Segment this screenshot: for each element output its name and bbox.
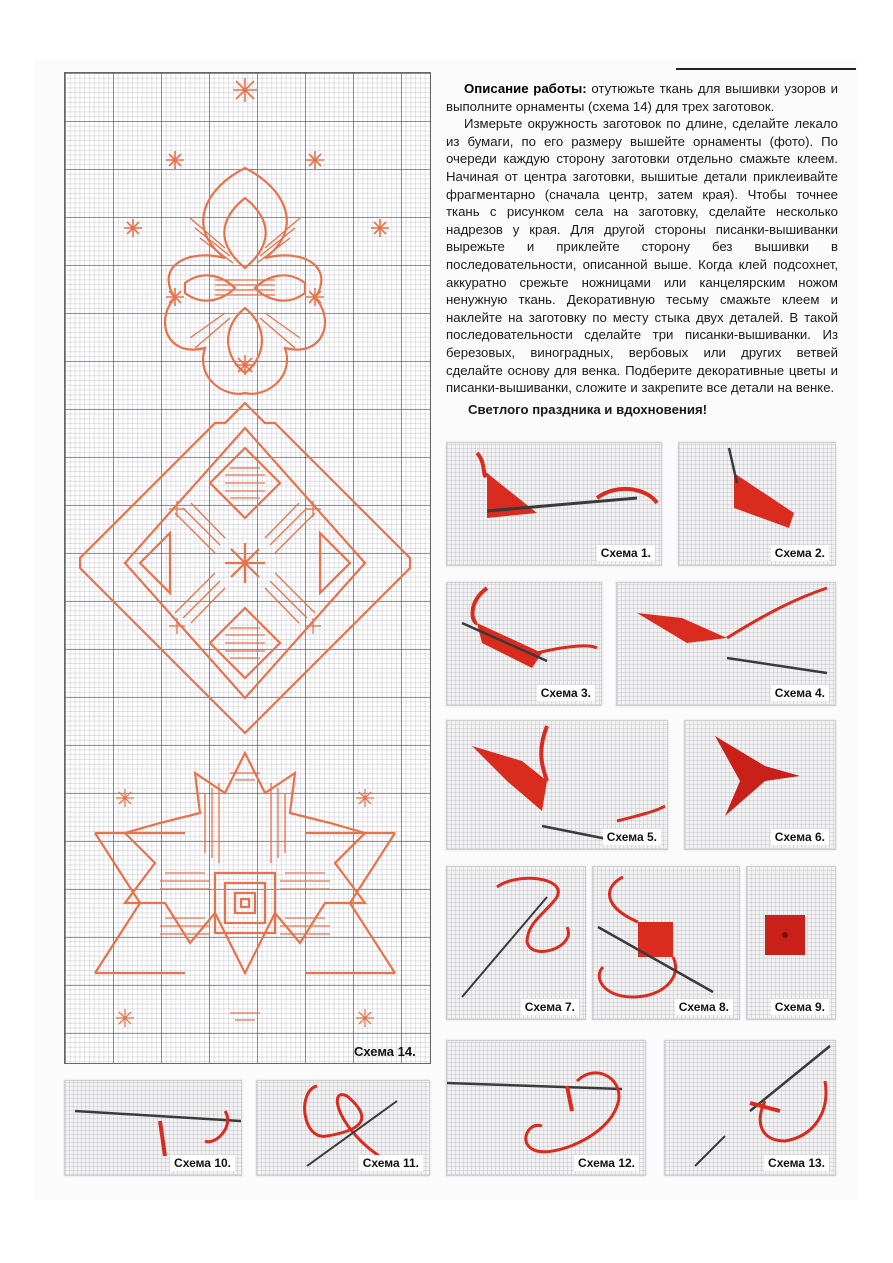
photo-scheme-10 <box>64 1080 242 1176</box>
photo-scheme-13-caption: Схема 13. <box>764 1155 829 1171</box>
photo-scheme-9-caption: Схема 9. <box>771 999 829 1015</box>
header-rule <box>676 68 856 70</box>
motif-star <box>95 753 395 973</box>
photo-scheme-8 <box>592 866 740 1020</box>
motif-top-stars <box>124 78 389 375</box>
photo-scheme-4 <box>616 582 836 706</box>
motif-diamond <box>80 403 410 733</box>
photo-scheme-2 <box>678 442 836 566</box>
photo-scheme-7 <box>446 866 586 1020</box>
photo-scheme-3-caption: Схема 3. <box>537 685 595 701</box>
photo-scheme-13 <box>664 1040 836 1176</box>
photo-scheme-11-caption: Схема 11. <box>359 1155 423 1171</box>
article-lead <box>446 80 838 115</box>
photo-scheme-11 <box>256 1080 430 1176</box>
article-closing: Светлого праздника и вдохновения! <box>468 401 708 417</box>
motif-top-fill <box>190 218 300 348</box>
photo-scheme-9-art <box>747 867 835 1019</box>
photo-scheme-2-caption: Схема 2. <box>771 545 829 561</box>
photo-scheme-12-caption: Схема 12. <box>574 1155 639 1171</box>
article-lead-bold: Описание работы: <box>464 81 587 96</box>
photo-scheme-7-caption: Схема 7. <box>521 999 579 1015</box>
photo-scheme-3 <box>446 582 602 706</box>
article-text <box>446 80 838 418</box>
photo-scheme-5-caption: Схема 5. <box>603 829 661 845</box>
photo-scheme-5 <box>446 720 668 850</box>
photo-scheme-1 <box>446 442 662 566</box>
photo-scheme-1-caption: Схема 1. <box>597 545 655 561</box>
photo-scheme-6-caption: Схема 6. <box>771 829 829 845</box>
photo-scheme-8-art <box>593 867 739 1019</box>
chart-pattern-svg <box>65 73 430 1063</box>
photo-scheme-12 <box>446 1040 646 1176</box>
chart-caption: Схема 14. <box>354 1044 416 1059</box>
photo-scheme-4-caption: Схема 4. <box>771 685 829 701</box>
photo-scheme-9 <box>746 866 836 1020</box>
article-body: Измерьте окружность заготовок по длине, сделайте лекало из бумаги, по его размеру вышейте орнаменты (фото). По очереди каждую сторону заготовки отдельно смажьте клеем. Начиная от центра заготовки, вышитые детали приклеивайте фрагментарно (сначала центр, затем края). Чтобы точнее ткань с рисунком села на заготовку, сделайте несколько надрезов у края. Для другой стороны писанки-вышиванки вырежьте и приклейте сторону без вышивки в последовательности, описанной выше. Когда клей подсохнет, аккуратно срежьте ножницами или канцелярским ножом ненужную ткань. Декоративную тесьму смажьте клеем и наклейте на заготовку по месту стыка двух деталей. В такой последовательности сделайте три писанки-вышиванки. Из березовых, виноградных, вербовых или других ветвей сделайте основу для венка. Подберите декоративные цветы и писанки-вышиванки, сложите и закрепите все детали на венке. <box>446 116 838 396</box>
article-lead-rest: отутюжьте ткань для вышивки узоров и выполните орнаменты (схема 14) для трех заготовок. <box>446 81 838 114</box>
embroidery-chart <box>64 72 431 1064</box>
photo-scheme-10-caption: Схема 10. <box>170 1155 235 1171</box>
photo-scheme-8-caption: Схема 8. <box>675 999 733 1015</box>
photo-scheme-7-art <box>447 867 585 1019</box>
photo-scheme-6 <box>684 720 836 850</box>
